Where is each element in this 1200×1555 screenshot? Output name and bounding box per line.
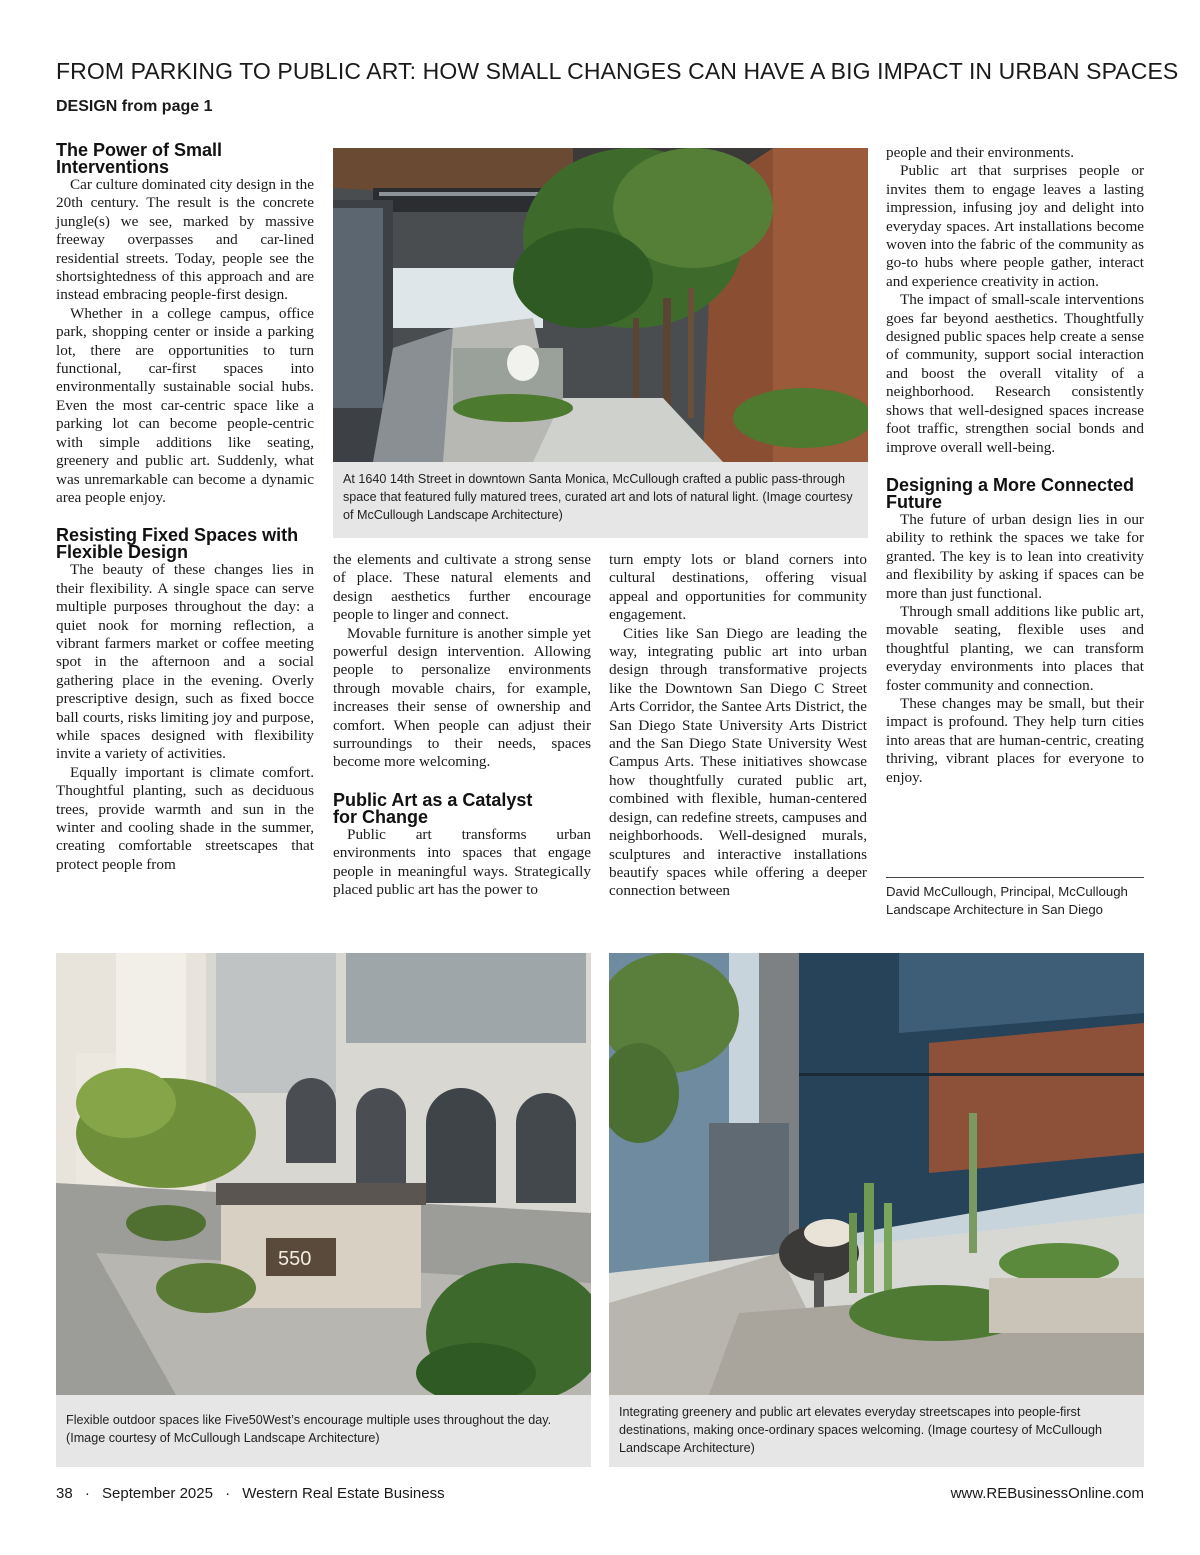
building-sign-text: 550 — [278, 1248, 312, 1270]
paragraph: Through small additions like public art, movable seating, flexible uses and thoughtful planting, we can transform everyday environments into places that foster community and connection. — [886, 602, 1144, 694]
paragraph: The beauty of these changes lies in their flexibility. A single space can serve multiple purposes throughout the day: a quiet nook for morning reflection, a vibrant farmers market or coffee meeting spot in the afternoon and a social gathering place in the evening. Overly prescriptive design, such as fixed bocce ball courts, risks limiting joy and purpose, while spaces designed with flexibility invite a variety of activities. — [56, 561, 314, 763]
paragraph: Cities like San Diego are leading the way, integrating public art into urban design through transformative projects like the Downtown San Diego C Street Arts Corridor, the Santee Arts District, the San Diego State University Arts District and the San Diego State University West Campus Arts. These initiatives showcase how thoughtfully curated public art, combined with flexible, human-centered design, can redefine streets, campuses and neighborhoods. Well-designed murals, sculptures and interactive installations beautify spaces while offering a deeper connection between — [609, 624, 867, 900]
paragraph: The future of urban design lies in our ability to rethink the spaces we take for granted. The key is to lean into creativity and flexibility by asking if spaces can be more than just functional. — [886, 510, 1144, 602]
page-footer-left — [56, 1485, 445, 1502]
paragraph: people and their environments. — [886, 144, 1075, 161]
section-heading-resisting: Resisting Fixed Spaces with Flexible Design — [56, 525, 299, 563]
byline-line: David McCullough, Principal, McCullough — [886, 884, 1128, 899]
page-number: 38 — [56, 1485, 73, 1502]
article-column-1 — [56, 142, 314, 874]
photo-santa-monica-passthrough — [333, 148, 868, 462]
paragraph: the elements and cultivate a strong sense of place. These natural elements and design aesthetics further encourage people to linger and connect. — [333, 551, 591, 624]
photo-sculpture-greenery — [609, 953, 1144, 1395]
issue-date: September 2025 — [102, 1485, 213, 1502]
photo-caption-top: At 1640 14th Street in downtown Santa Monica, McCullough crafted a public pass-through space that featured fully matured trees, curated art and lots of natural light. (Image courtesy of McCullough Landscape Architecture) — [333, 462, 868, 538]
photo-caption-bottom-right: Integrating greenery and public art elevates everyday streetscapes into people-first destinations, making once-ordinary spaces welcoming. (Image courtesy of McCullough Landscape Architecture) — [609, 1395, 1144, 1467]
website-link[interactable]: www.REBusinessOnline.com — [950, 1485, 1144, 1502]
article-column-3 — [609, 551, 867, 901]
author-byline — [886, 883, 1144, 919]
jump-line: DESIGN from page 1 — [56, 98, 213, 115]
footer-separator: · — [225, 1485, 231, 1502]
article-column-2 — [333, 551, 591, 900]
article-column-4 — [886, 144, 1144, 787]
byline-line: Landscape Architecture in San Diego — [886, 902, 1104, 917]
photo-five50west-plaza — [56, 953, 591, 1395]
paragraph: turn empty lots or bland corners into cultural destinations, offering visual appeal and opportunities for community engagement. — [609, 551, 867, 624]
section-heading-public-art: Public Art as a Catalyst for Change — [333, 789, 533, 827]
paragraph: Car culture dominated city design in the 20th century. The result is the concrete jungle(s) we see, marked by massive freeway overpasses and car-lined residential streets. Today, people see the shortsightedness of this approach and are instead embracing people-first design. — [56, 176, 314, 304]
paragraph: The impact of small-scale interventions goes far beyond aesthetics. Thoughtfully designed public spaces help create a sense of community, support social interaction and boost the overall vitality of a neighborhood. Research consistently shows that well-designed spaces increase foot traffic, strengthen social bonds and improve overall well-being. — [886, 291, 1144, 456]
section-heading-power: The Power of Small Interventions — [56, 140, 223, 177]
paragraph: Public art transforms urban environments into spaces that engage people in meaningful ways. Strategically placed public art has the power to — [333, 825, 591, 899]
photo-illustration — [609, 953, 1144, 1395]
photo-illustration — [56, 953, 591, 1395]
paragraph: Whether in a college campus, office park, shopping center or inside a parking lot, there are opportunities to turn functional, car-first spaces into environmentally sustainable social hubs. Even the most car-centric space like a parking lot can become people-centric with simple additions like seating, greenery and public art. Suddenly, what was unremarkable can become a dynamic area people enjoy. — [56, 304, 314, 506]
paragraph: Movable furniture is another simple yet powerful design intervention. Allowing people to personalize environments through movable chairs, for example, increases their sense of ownership and comfort. When people can adjust their surroundings to their needs, spaces become more welcoming. — [333, 624, 591, 771]
paragraph: Public art that surprises people or invites them to engage leaves a lasting impression, infusing joy and delight into everyday spaces. Art installations become woven into the fabric of the community as go-to hubs where people gather, interact and experience creativity in action. — [886, 162, 1144, 290]
page-headline: FROM PARKING TO PUBLIC ART: HOW SMALL CHANGES CAN HAVE A BIG IMPACT IN URBAN SPACES — [56, 58, 1179, 84]
byline-rule — [886, 877, 1144, 878]
paragraph: Equally important is climate comfort. Thoughtful planting, such as deciduous trees, provide warmth and sun in the winter and cooling shade in the summer, creating comfortable streetscapes that protect people from — [56, 763, 314, 873]
photo-caption-bottom-left: Flexible outdoor spaces like Five50West’s encourage multiple uses throughout the day. (Image courtesy of McCullough Landscape Architecture) — [56, 1395, 591, 1467]
publication-name: Western Real Estate Business — [242, 1485, 445, 1502]
photo-illustration — [333, 148, 868, 462]
footer-separator: · — [84, 1485, 90, 1502]
section-heading-designing: Designing a More Connected Future — [886, 474, 1135, 512]
paragraph: These changes may be small, but their impact is profound. They help turn cities into areas that are human-centric, creating thriving, vibrant places for everyone to enjoy. — [886, 694, 1144, 786]
